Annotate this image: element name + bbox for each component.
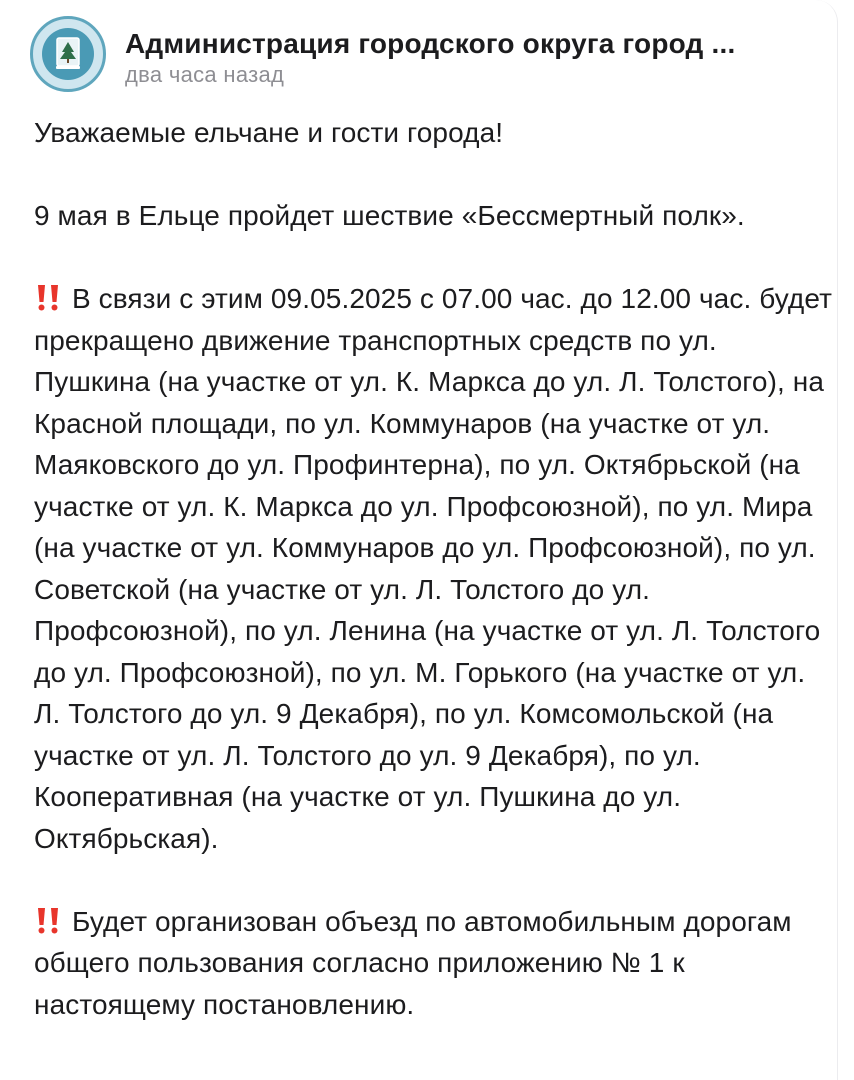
post-greeting: Уважаемые ельчане и гости города! [34, 117, 504, 148]
double-exclamation-icon [34, 282, 64, 312]
author-name[interactable]: Администрация городского округа город ... [125, 28, 736, 59]
double-exclamation-icon [34, 905, 64, 935]
post-header [30, 16, 830, 92]
post-paragraph-3-text: Будет организован объезд по автомобильным дорогам общего пользования согласно приложению № 1 к настоящему постановлению. [34, 905, 792, 1020]
post-paragraph-3 [34, 901, 834, 1026]
post-paragraph-1: 9 мая в Ельце пройдет шествие «Бессмертный полк». [34, 200, 745, 231]
post-body [34, 112, 834, 1025]
post-timestamp: два часа назад [125, 62, 285, 87]
post-paragraph-2 [34, 278, 834, 859]
post-paragraph-2-text: В связи с этим 09.05.2025 с 07.00 час. до 12.00 час. будет прекращено движение транспортных средств по ул. Пушкина (на участке от ул. К. Маркса до ул. Л. Толстого), на Красной площади, по ул. Коммунаров (на участке от ул. Маяковского до ул. Профинтерна), по ул. Октябрьской (на участке от ул. К. Маркса до ул. Профсоюзной), по ул. Мира (на участке от ул. Коммунаров до ул. Профсоюзной), по ул. Советской (на участке от ул. Л. Толстого до ул. Профсоюзной), по ул. Ленина (на участке от ул. Л. Толстого до ул. Профсоюзной), по ул. М. Горького (на участке от ул. Л. Толстого до ул. 9 Декабря), по ул. Комсомольской (на участке от ул. Л. Толстого до ул. 9 Декабря), по ул. Кооперативная (на участке от ул. Пушкина до ул. Октябрьская). [34, 283, 832, 854]
avatar[interactable] [30, 16, 106, 92]
coat-of-arms-icon [42, 28, 94, 80]
